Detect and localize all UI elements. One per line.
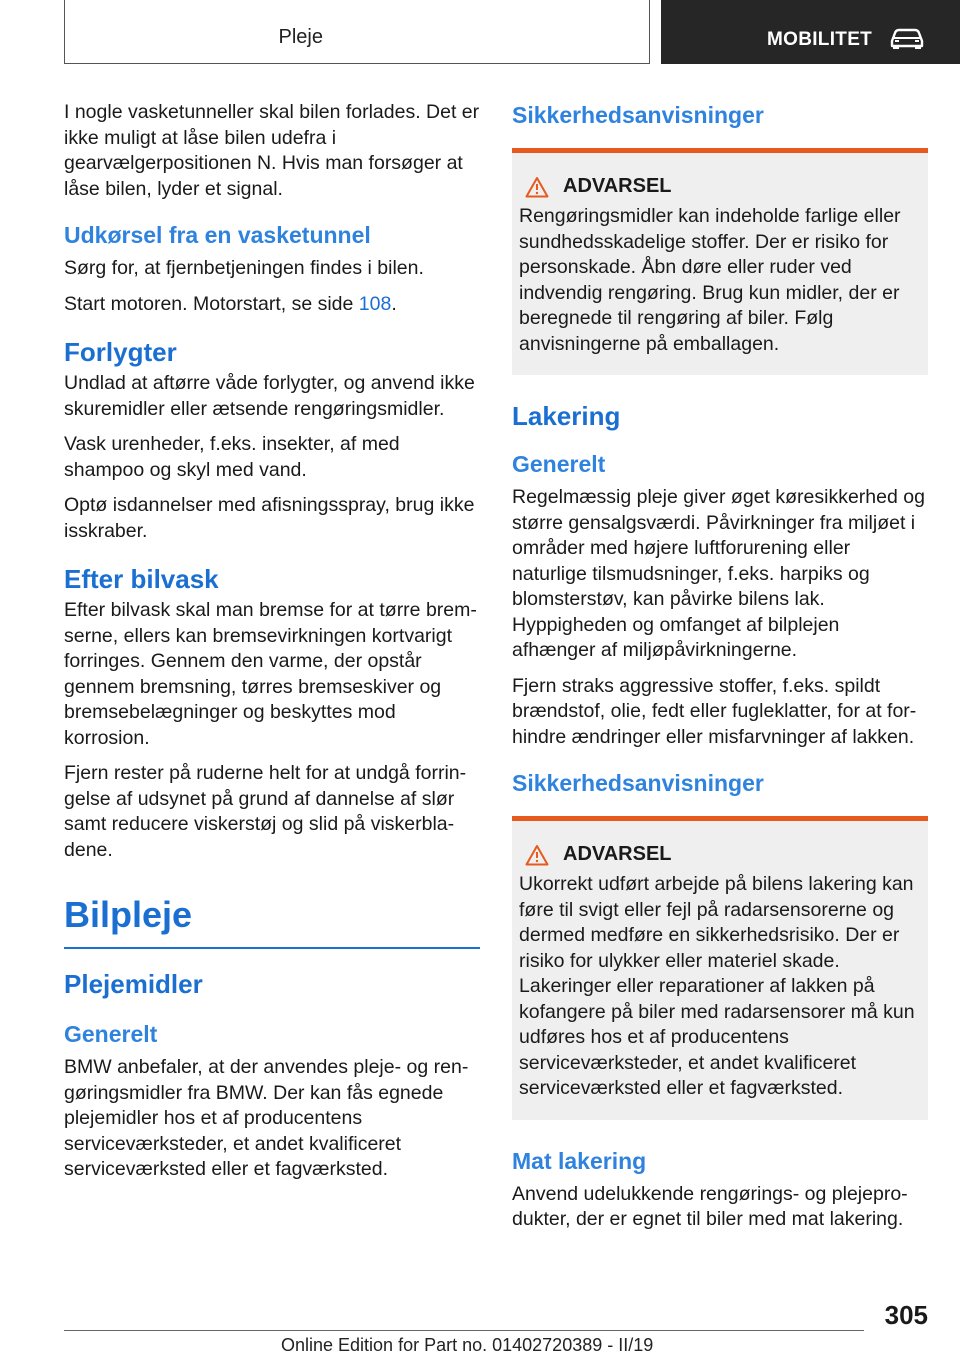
headlights-heading: Forlygter (64, 337, 177, 367)
edition-text: Online Edition for Part no. 01402720389 - II/19 (281, 1335, 654, 1355)
exit-tunnel-text-2 (64, 292, 480, 318)
warning-triangle-icon (525, 176, 549, 198)
left-column (64, 100, 480, 1193)
headlights-text-1: Undlad at aftørre våde forlygter, og anvend ikke skuremidler eller ætsende rengøringsmidler. (64, 372, 475, 420)
paint-heading: Lakering (512, 401, 621, 431)
warning-label-1: ADVARSEL (563, 175, 672, 197)
safety-heading-1: Sikkerhedsanvisninger (512, 102, 764, 128)
footer-divider (64, 1330, 864, 1331)
warning-box-2 (512, 816, 928, 1120)
section-title: Pleje (278, 26, 323, 48)
after-wash-text-1: Efter bilvask skal man bremse for at tørre bremserne, ellers kan bremsevirkningen kortvarigt forringes. Gennem den varme, der opstår gennem bremsning, tørres bremseskiver og bremsebelægninger og beskyttes mod korrosion. (64, 599, 477, 749)
page-link-108[interactable]: 108 (358, 292, 392, 315)
after-wash-heading: Efter bilvask (64, 564, 219, 594)
general-text: BMW anbefaler, at der anvendes pleje- og rengøringsmidler fra BMW. Der kan fås egnede plejemidler hos et af producentens serviceværksteder, et andet kvalificeret serviceværksted eller et fagværksted. (64, 1056, 469, 1180)
chapter-title: MOBILITET (767, 29, 873, 50)
car-icon (889, 27, 925, 49)
after-wash-text-2: Fjern rester på ruderne helt for at undgå forringelse af udsynet på grund af dannelse af slør samt reducere viskerstøj og slid på viskerbladene. (64, 762, 467, 861)
car-care-heading: Bilpleje (64, 894, 193, 935)
exit-tunnel-text-1: Sørg for, at fjernbetjeningen findes i bilen. (64, 257, 424, 279)
matte-paint-text: Anvend udelukkende rengørings- og plejeprodukter, der er egnet til biler med mat lakering. (512, 1182, 908, 1230)
intro-paragraph: I nogle vasketunneller skal bilen forlades. Det er ikke muligt at låse bilen udefra i gearvælgerpositionen N. Hvis man forsøger at låse bilen, lyder et signal. (64, 101, 480, 200)
paint-text-1: Regelmæssig pleje giver øget køresikkerhed og større gensalgsværdi. Påvirkninger fra miljøet i områder med højere luftforurening eller naturlige tilsmudsninger, f.eks. harpiks og blomsterstøv, kan påvirke bilens lak. Hyppigheden og omfanget af bilplejen afhænger af miljøpåvirkningerne. (512, 486, 925, 661)
care-products-heading: Plejemidler (64, 969, 203, 999)
warning-title-2 (519, 843, 920, 866)
warning-label-2: ADVARSEL (563, 843, 672, 865)
headlights-text-3: Optø isdannelser med afisningsspray, brug ikke isskraber. (64, 494, 475, 542)
page-footer (0, 1290, 960, 1362)
paint-text-2: Fjern straks aggressive stoffer, f.eks. spildt brændstof, olie, fedt eller fugleklatter, for at forhindre ændringer eller misfarvninger af lakken. (512, 674, 917, 748)
page-header (0, 0, 960, 66)
warning-box-1 (512, 148, 928, 375)
warning-title-1 (519, 175, 920, 198)
general-heading: Generelt (64, 1021, 158, 1047)
warning-triangle-icon (525, 844, 549, 866)
matte-paint-heading: Mat lakering (512, 1147, 647, 1174)
right-column (512, 100, 928, 1243)
section-tab (64, 0, 650, 64)
chapter-tab (661, 0, 960, 64)
headlights-text-2: Vask urenheder, f.eks. insekter, af med shampoo og skyl med vand. (64, 433, 400, 481)
car-care-heading-block (64, 893, 480, 949)
exit-tunnel-text-2-post: . (391, 292, 397, 315)
warning-text-2: Ukorrekt udført arbejde på bilens lakering kan føre til svigt eller fejl på radarsensorerne og dermed medføre en sikkerhedsrisiko. Der er risiko for ulykker eller materiel skade. Lakeringer eller reparationer af lakken på kofangere på biler med radarsensorer må kun udføres hos et af producentens serviceværksteder, et andet kvalificeret serviceværksted eller et fagværksted. (519, 873, 915, 1099)
page-number: 305 (884, 1300, 928, 1330)
warning-text-1: Rengøringsmidler kan indeholde farlige eller sundhedsskadelige stoffer. Der er risiko for personskade. Åbn døre eller ruder ved indvendig rengøring. Brug kun midler, der er beregnede til rengøring af biler. Følg anvisningerne på emballagen. (519, 205, 901, 355)
exit-tunnel-text-2-pre: Start motoren. Motorstart, se side (64, 292, 359, 315)
safety-heading-2: Sikkerhedsanvisninger (512, 770, 764, 796)
exit-tunnel-heading: Udkørsel fra en vasketunnel (64, 222, 371, 248)
paint-general-heading: Generelt (512, 451, 606, 477)
